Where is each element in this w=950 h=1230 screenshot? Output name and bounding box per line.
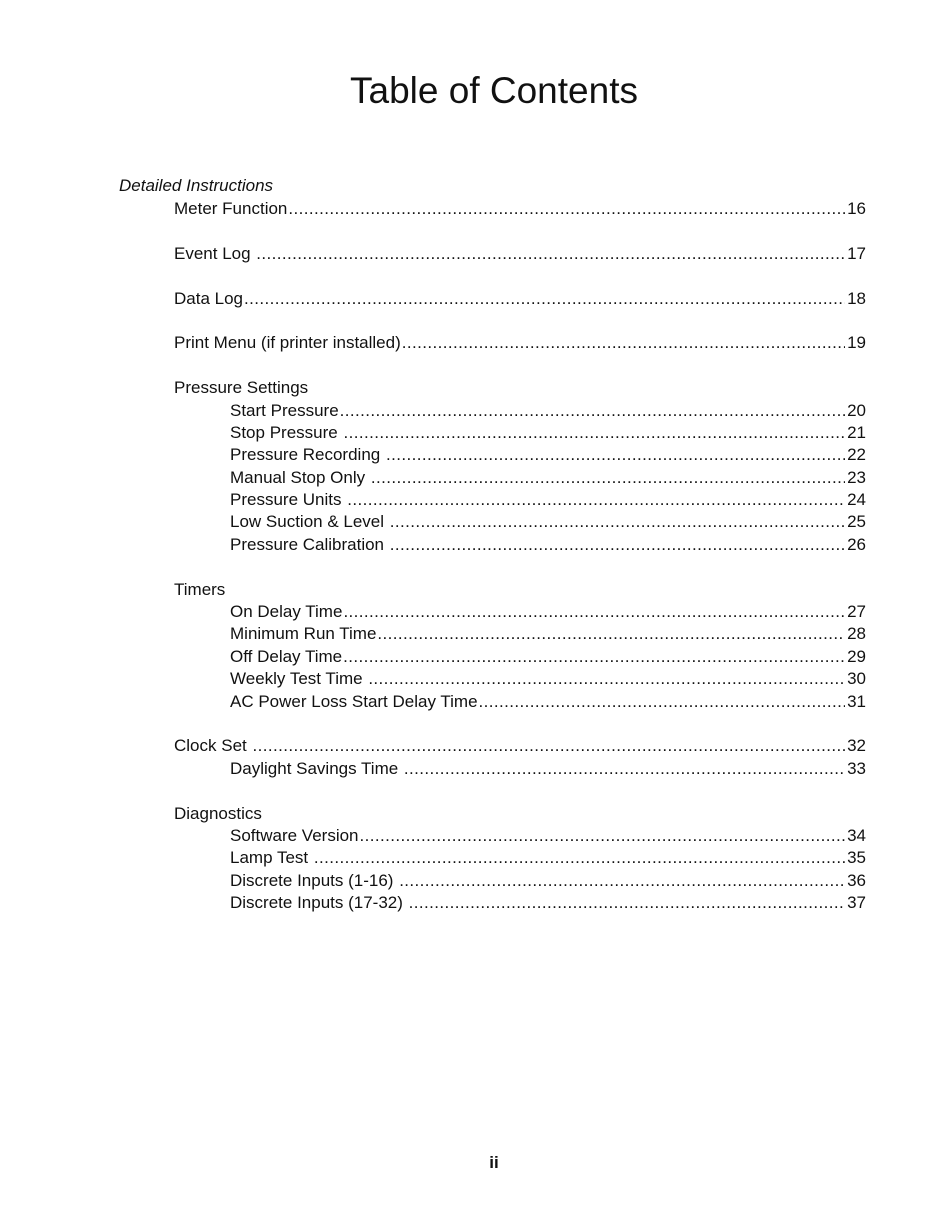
toc-heading-diagnostics xyxy=(0,803,950,825)
toc-entry-pressure-recording xyxy=(0,444,950,466)
toc-entry-page: 23 xyxy=(847,467,866,487)
toc-heading-pressure-settings xyxy=(0,377,950,399)
toc-entry-label: Pressure Recording xyxy=(230,445,385,465)
toc-entry-page: 21 xyxy=(847,422,866,442)
toc-heading: Diagnostics xyxy=(174,803,262,823)
toc-entry-label: Stop Pressure xyxy=(230,422,343,442)
dot-leader xyxy=(343,422,845,444)
toc-entry-page: 37 xyxy=(847,893,866,913)
toc-entry-label: Data Log xyxy=(174,288,243,308)
toc-entry-page: 34 xyxy=(847,825,866,845)
dot-leader xyxy=(409,892,845,914)
toc-entry-page: 20 xyxy=(847,400,866,420)
toc-entry-on-delay-time xyxy=(0,601,950,623)
toc-entry-label: On Delay Time xyxy=(230,602,343,622)
toc-list xyxy=(0,198,950,915)
toc-entry-daylight-savings-time xyxy=(0,758,950,780)
toc-entry-page: 28 xyxy=(847,624,866,644)
toc-entry-off-delay-time xyxy=(0,646,950,668)
toc-entry-page: 22 xyxy=(847,445,866,465)
dot-leader xyxy=(314,847,845,869)
dot-leader xyxy=(244,288,845,310)
toc-heading: Timers xyxy=(174,579,226,599)
toc-entry-label: Start Pressure xyxy=(230,400,339,420)
toc-entry-ac-power-loss xyxy=(0,691,950,713)
toc-entry-label: Meter Function xyxy=(174,199,288,218)
toc-entry-page: 27 xyxy=(847,602,866,622)
toc-entry-label: Lamp Test xyxy=(230,848,313,868)
dot-leader xyxy=(479,691,845,713)
toc-entry-page: 30 xyxy=(847,669,866,689)
toc-entry-page: 19 xyxy=(847,333,866,353)
toc-entry-discrete-inputs-1-16 xyxy=(0,870,950,892)
toc-entry-start-pressure xyxy=(0,400,950,422)
toc-entry-label: Low Suction & Level xyxy=(230,512,389,532)
dot-leader xyxy=(256,243,845,265)
toc-entry-label: AC Power Loss Start Delay Time xyxy=(230,691,478,711)
toc-heading-timers xyxy=(0,579,950,601)
toc-entry-label: Daylight Savings Time xyxy=(230,758,403,778)
dot-leader xyxy=(340,400,845,422)
toc-entry-label: Discrete Inputs (17-32) xyxy=(230,893,408,913)
toc-entry-stop-pressure xyxy=(0,422,950,444)
toc-entry-page: 31 xyxy=(847,691,866,711)
toc-entry-data-log xyxy=(0,288,950,310)
toc-entry-page: 25 xyxy=(847,512,866,532)
toc-entry-pressure-units xyxy=(0,489,950,511)
dot-leader xyxy=(368,668,845,690)
dot-leader xyxy=(399,870,845,892)
toc-entry-minimum-run-time xyxy=(0,623,950,645)
toc-entry-label: Pressure Calibration xyxy=(230,534,389,554)
dot-leader xyxy=(288,198,845,220)
toc-entry-page: 18 xyxy=(847,288,866,308)
toc-entry-meter-function xyxy=(0,198,950,220)
dot-leader xyxy=(360,825,845,847)
dot-leader xyxy=(343,601,845,623)
toc-entry-label: Minimum Run Time xyxy=(230,624,377,644)
toc-entry-label: Manual Stop Only xyxy=(230,467,370,487)
dot-leader xyxy=(377,623,845,645)
toc-entry-page: 36 xyxy=(847,870,866,890)
toc-entry-page: 29 xyxy=(847,646,866,666)
toc-entry-page: 16 xyxy=(847,199,866,218)
toc-entry-clock-set xyxy=(0,735,950,757)
toc-entry-lamp-test xyxy=(0,847,950,869)
dot-leader xyxy=(386,444,845,466)
toc-entry-label: Pressure Units xyxy=(230,490,347,510)
toc-entry-label: Discrete Inputs (1-16) xyxy=(230,870,399,890)
toc-entry-page: 26 xyxy=(847,534,866,554)
toc-entry-discrete-inputs-17-32 xyxy=(0,892,950,914)
toc-entry-label: Software Version xyxy=(230,825,359,845)
dot-leader xyxy=(390,534,845,556)
dot-leader xyxy=(390,511,845,533)
toc-entry-manual-stop-only xyxy=(0,467,950,489)
toc-entry-event-log xyxy=(0,243,950,265)
toc-entry-page: 32 xyxy=(847,736,866,756)
toc-entry-page: 35 xyxy=(847,848,866,868)
dot-leader xyxy=(252,735,845,757)
page-title: Table of Contents xyxy=(350,70,638,111)
dot-leader xyxy=(371,467,845,489)
section-label: Detailed Instructions xyxy=(119,176,274,195)
toc-entry-page: 24 xyxy=(847,490,866,510)
toc-entry-label: Print Menu (if printer installed) xyxy=(174,333,401,353)
toc-entry-pressure-calibration xyxy=(0,534,950,556)
toc-entry-page: 33 xyxy=(847,758,866,778)
dot-leader xyxy=(404,758,845,780)
toc-heading: Pressure Settings xyxy=(174,378,309,398)
toc-entry-print-menu xyxy=(0,332,950,354)
toc-entry-label: Weekly Test Time xyxy=(230,669,368,689)
dot-leader xyxy=(347,489,845,511)
toc-entry-page: 17 xyxy=(847,243,866,263)
toc-entry-label: Clock Set xyxy=(174,736,252,756)
dot-leader xyxy=(343,646,845,668)
toc-entry-label: Event Log xyxy=(174,243,256,263)
dot-leader xyxy=(402,332,845,354)
toc-entry-label: Off Delay Time xyxy=(230,646,343,666)
toc-entry-low-suction-level xyxy=(0,511,950,533)
toc-entry-software-version xyxy=(0,825,950,847)
page-number: ii xyxy=(489,1153,499,1172)
toc-entry-weekly-test-time xyxy=(0,668,950,690)
